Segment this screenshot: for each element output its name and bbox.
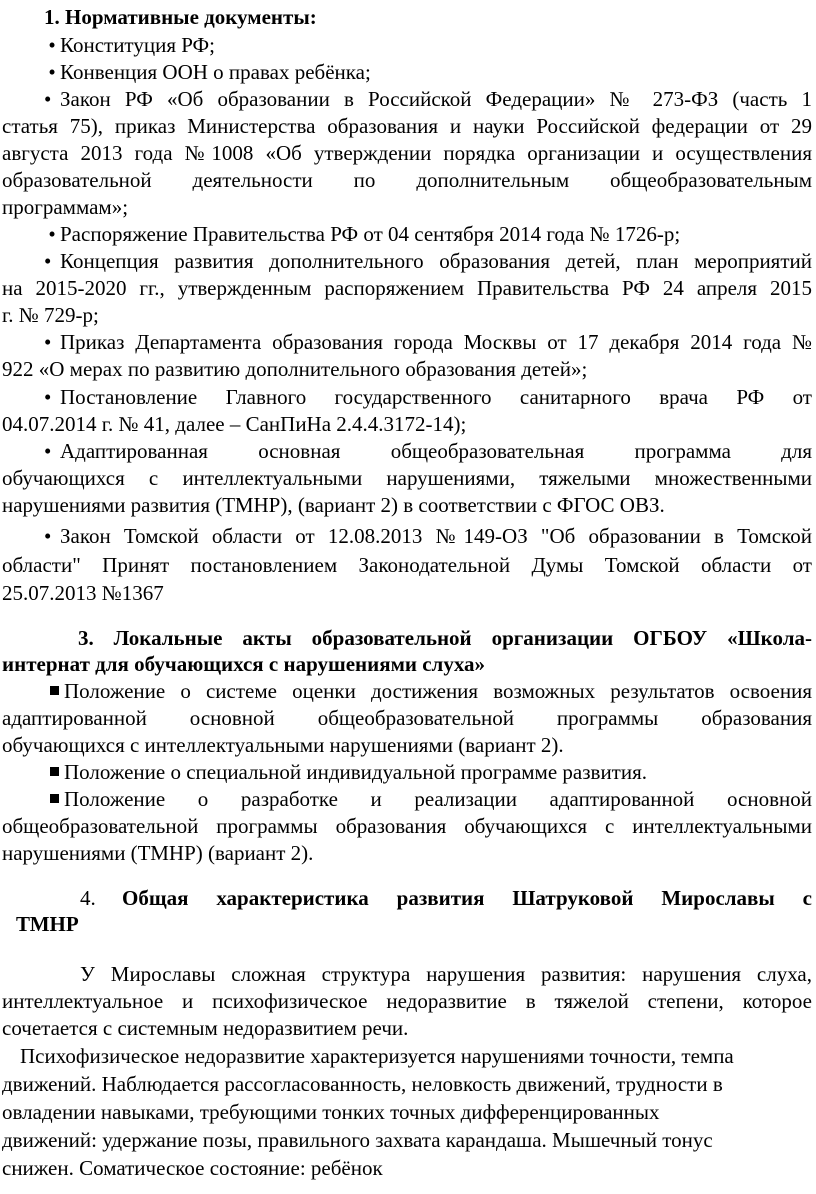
list-item: • Закон Томской области от 12.08.2013 №149-ОЗ "Об образовании в Томской [44, 524, 812, 548]
list-item-continuation: нарушениями развития (ТМНР), (вариант 2) в соответствии с ФГОС ОВЗ. [2, 493, 665, 517]
list-item-continuation: программам»; [2, 195, 129, 219]
list-item-continuation: 04.07.2014 г. № 41, далее – СанПиНа 2.4.4.3172-14); [2, 412, 467, 436]
bullet-icon: • [44, 439, 52, 463]
list-item-continuation: образовательной деятельности по дополнительным общеобразовательным [2, 168, 812, 192]
square-bullet-icon [50, 767, 59, 776]
bullet-icon: • [44, 524, 52, 548]
list-item: Положение о разработке и реализации адаптированной основной [50, 786, 812, 814]
list-item-continuation: обучающихся с интеллектуальными нарушениями (вариант 2). [2, 733, 564, 757]
list-item-continuation: г. № 729-р; [2, 303, 99, 327]
list-item: • Закон РФ «Об образовании в Российской Федерации» № 273-ФЗ (часть 1 [44, 87, 812, 111]
section-1-heading: 1. Нормативные документы: [44, 5, 317, 29]
square-bullet-icon [50, 686, 59, 695]
paragraph-line: движений: удержание позы, правильного захвата карандаша. Мышечный тонус [2, 1128, 713, 1152]
list-item-continuation: 25.07.2013 №1367 [2, 581, 164, 605]
bullet-icon: • [48, 60, 56, 84]
paragraph-line: движений. Наблюдается рассогласованность, неловкость движений, трудности в [2, 1072, 723, 1096]
bullet-icon: • [48, 222, 56, 246]
list-item-continuation: обучающихся с интеллектуальными нарушениями, тяжелыми множественными [2, 466, 812, 490]
list-item: • Адаптированная основная общеобразовательная программа для [44, 439, 812, 463]
list-item-continuation: 922 «О мерах по развитию дополнительного образования детей»; [2, 357, 588, 381]
bullet-icon: • [44, 87, 52, 111]
list-item-continuation: августа 2013 года №1008 «Об утверждении порядка организации и осуществления [2, 141, 812, 165]
bullet-icon: • [44, 385, 52, 409]
list-item: • Постановление Главного государственного санитарного врача РФ от [44, 385, 812, 409]
section-3-heading: 3. Локальные акты образовательной организации ОГБОУ «Школа- [78, 626, 812, 650]
paragraph-line: У Мирославы сложная структура нарушения развития: нарушения слуха, [80, 962, 812, 986]
list-item: • Концепция развития дополнительного образования детей, план мероприятий [44, 249, 812, 273]
bullet-icon: • [44, 330, 52, 354]
list-item: Положение о системе оценки достижения возможных результатов освоения [50, 678, 812, 706]
list-item: Положение о специальной индивидуальной программе развития. [50, 759, 810, 787]
list-item-continuation: общеобразовательной программы образования обучающихся с интеллектуальными [2, 814, 812, 838]
section-4-heading: Общая характеристика развития Шатруковой Мирославы с [122, 886, 812, 910]
paragraph-line: сочетается с системным недоразвитием речи. [2, 1016, 409, 1040]
paragraph-line: овладении навыками, требующими тонких точных дифференцированных [2, 1100, 660, 1124]
list-item: • Приказ Департамента образования города Москвы от 17 декабря 2014 года № [44, 330, 812, 354]
list-item: • Распоряжение Правительства РФ от 04 сентября 2014 года № 1726-р; [44, 221, 804, 249]
list-item-continuation: нарушениями (ТМНР) (вариант 2). [2, 841, 314, 865]
list-item-continuation: статья 75), приказ Министерства образования и науки Российской федерации от 29 [2, 114, 812, 138]
bullet-icon: • [48, 33, 56, 57]
list-item: • Конституция РФ; [44, 32, 744, 60]
bullet-icon: • [44, 249, 52, 273]
section-3-heading-continuation: интернат для обучающихся с нарушениями слуха» [2, 652, 486, 676]
list-item-continuation: адаптированной основной общеобразовательной программы образования [2, 706, 812, 730]
section-4-number: 4. [80, 886, 96, 910]
square-bullet-icon [50, 794, 59, 803]
list-item-continuation: области" Принят постановлением Законодательной Думы Томской области от [2, 553, 812, 577]
section-4-heading-continuation: ТМНР [16, 912, 79, 936]
list-item: • Конвенция ООН о правах ребёнка; [44, 59, 744, 87]
paragraph-line: Психофизическое недоразвитие характеризуется нарушениями точности, темпа [20, 1044, 734, 1068]
list-item-continuation: на 2015-2020 гг., утвержденным распоряжением Правительства РФ 24 апреля 2015 [2, 276, 812, 300]
paragraph-line: интеллектуальное и психофизическое недоразвитие в тяжелой степени, которое [2, 989, 812, 1013]
paragraph-line: снижен. Соматическое состояние: ребёнок [2, 1156, 383, 1180]
